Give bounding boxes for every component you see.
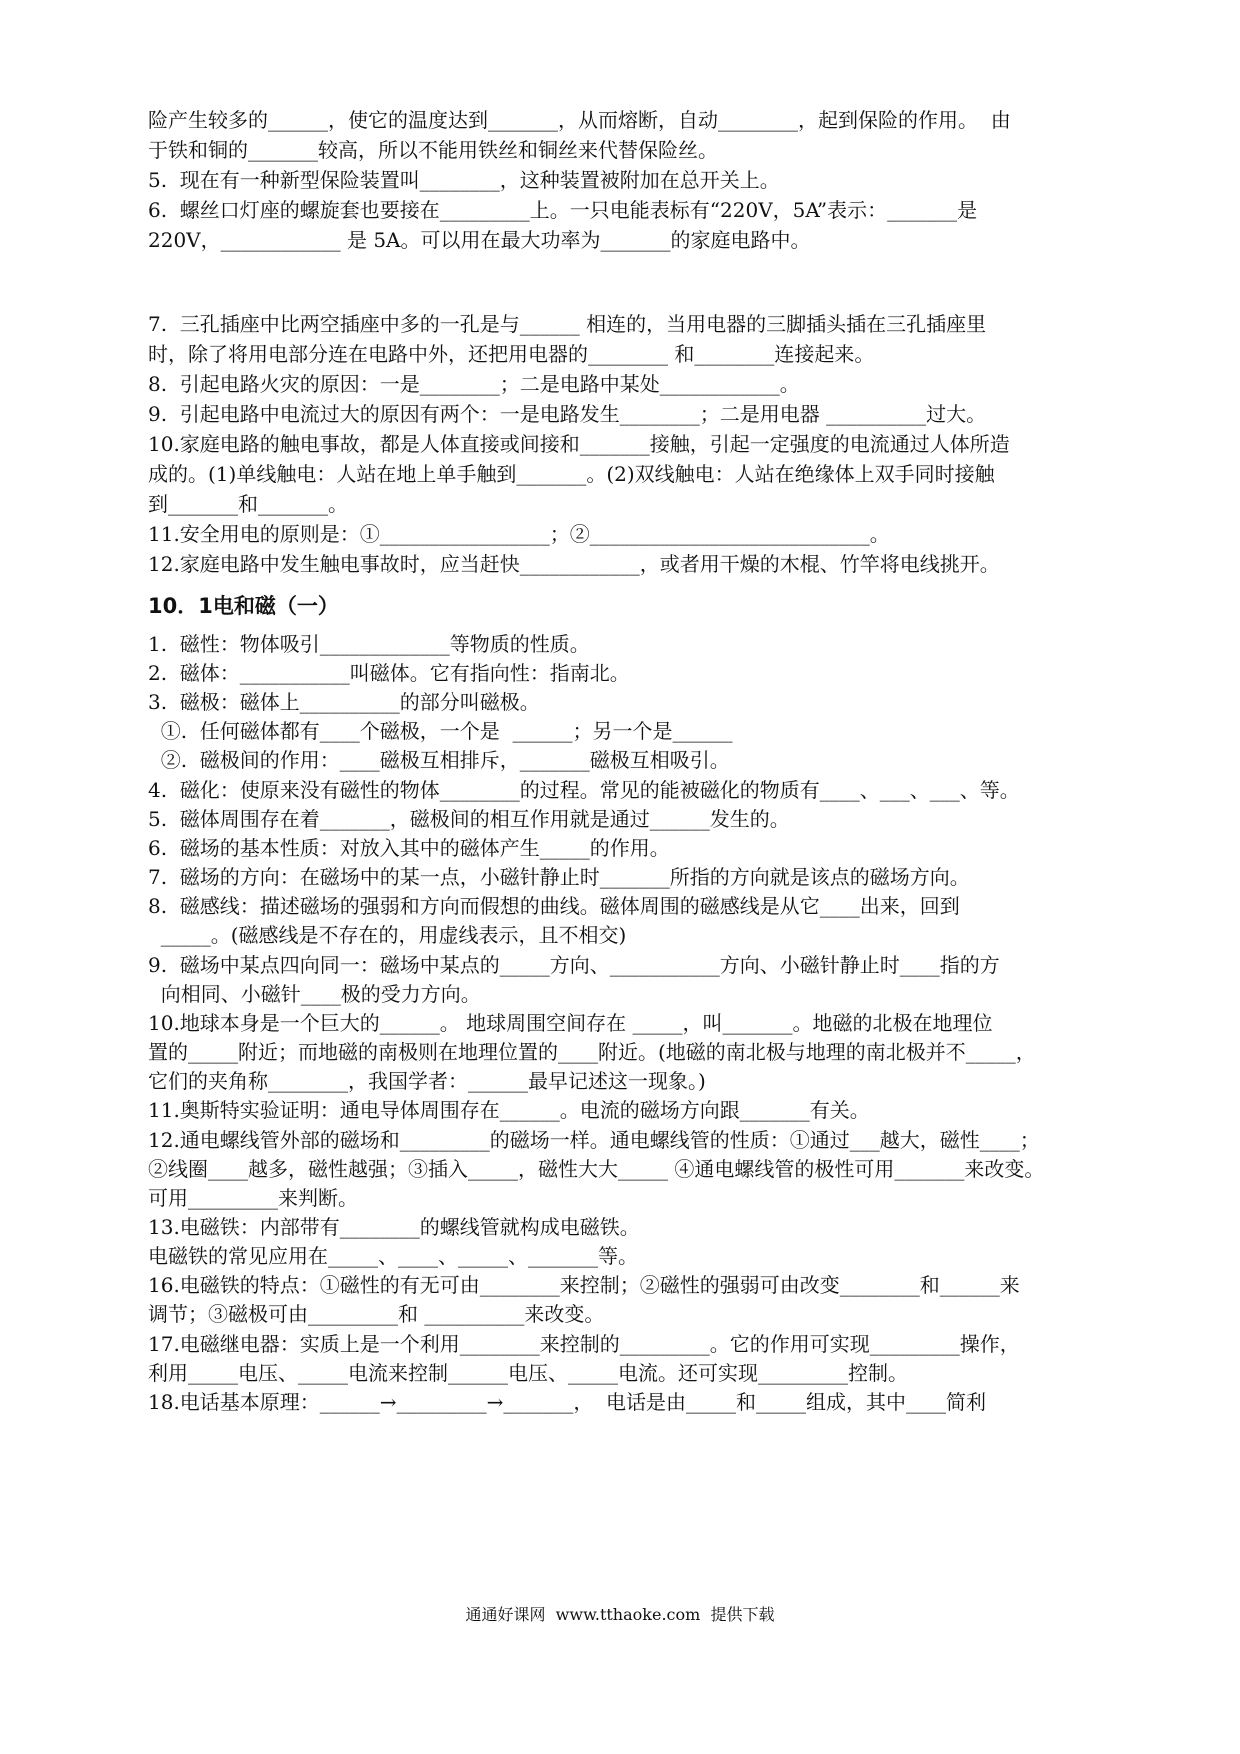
text-line: 9. 引起电路中电流过大的原因有两个：一是电路发生________；二是用电器 __________过大。: [148, 402, 987, 426]
text-line: 到_______和_______。: [148, 492, 348, 516]
text-line: 6. 磁场的基本性质：对放入其中的磁体产生_____的作用。: [148, 836, 670, 860]
text-line: 可用_________来判断。: [148, 1186, 358, 1210]
text-line: 12.通电螺线管外部的磁场和_________的磁场一样。通电螺线管的性质：①通过___越大，磁性____；: [148, 1128, 1040, 1152]
text-line: 11.安全用电的原则是：①_________________；②____________________________。: [148, 522, 890, 546]
text-line: 3. 磁极：磁体上__________的部分叫磁极。: [148, 690, 540, 714]
text-line: 5. 磁体周围存在着_______，磁极间的相互作用就是通过______发生的。: [148, 807, 790, 831]
text-line: 1. 磁性：物体吸引_____________等物质的性质。: [148, 632, 590, 656]
text-line: 电磁铁的常见应用在_____、____、_____、_______等。: [148, 1244, 638, 1268]
text-line: 利用_____电压、_____电流来控制______电压、_____电流。还可实现_________控制。: [148, 1361, 908, 1385]
text-line: 220V，____________ 是 5A。可以用在最大功率为_______的家庭电路中。: [148, 228, 811, 252]
text-line: 于铁和铜的_______较高，所以不能用铁丝和铜丝来代替保险丝。: [148, 138, 718, 162]
text-line: 时，除了将用电部分连在电路中外，还把用电器的________ 和________连接起来。: [148, 342, 875, 366]
text-line: 11.奥斯特实验证明：通电导体周围存在______。电流的磁场方向跟_______有关。: [148, 1098, 870, 1122]
text-line: 10.地球本身是一个巨大的______。 地球周围空间存在 _____，叫_______。地磁的北极在地理位: [148, 1011, 993, 1035]
text-line: 18.电话基本原理：______→_________→_______， 电话是由_____和_____组成，其中____简利: [148, 1390, 987, 1414]
text-line: 它们的夹角称________，我国学者：______最早记述这一现象。): [148, 1069, 706, 1093]
text-line: 6. 螺丝口灯座的螺旋套也要接在_________上。一只电能表标有“220V，5A”表示：_______是: [148, 198, 978, 222]
page-footer: 通通好课网 www.tthaoke.com 提供下载: [465, 1605, 775, 1624]
text-line: 13.电磁铁：内部带有________的螺线管就构成电磁铁。: [148, 1215, 640, 1239]
text-line: 险产生较多的______，使它的温度达到_______，从而熔断，自动________，起到保险的作用。 由: [148, 108, 1011, 132]
text-line: 7. 三孔插座中比两空插座中多的一孔是与______ 相连的，当用电器的三脚插头插在三孔插座里: [148, 312, 987, 336]
text-line: 16.电磁铁的特点：①磁性的有无可由________来控制；②磁性的强弱可由改变________和______来: [148, 1273, 1020, 1297]
text-line: 调节；③磁极可由_________和 __________来改变。: [148, 1302, 605, 1326]
text-line: ①. 任何磁体都有____个磁极，一个是 ______；另一个是______: [148, 719, 733, 743]
text-line: 12.家庭电路中发生触电事故时，应当赶快____________，或者用干燥的木棍、竹竿将电线挑开。: [148, 552, 1000, 576]
section-heading: 10．1电和磁（一）: [148, 594, 339, 618]
text-line: 9. 磁场中某点四向同一：磁场中某点的_____方向、___________方向、小磁针静止时____指的方: [148, 953, 1000, 977]
text-line: 4. 磁化：使原来没有磁性的物体________的过程。常见的能被磁化的物质有____、___、___、等。: [148, 778, 1020, 802]
text-line: 向相同、小磁针____极的受力方向。: [148, 982, 481, 1006]
text-line: 10.家庭电路的触电事故，都是人体直接或间接和_______接触，引起一定强度的电流通过人体所造: [148, 432, 1010, 456]
text-line: 8. 引起电路火灾的原因：一是________；二是电路中某处____________。: [148, 372, 800, 396]
text-line: 8. 磁感线：描述磁场的强弱和方向而假想的曲线。磁体周围的磁感线是从它____出来，回到: [148, 894, 960, 918]
text-line: ②. 磁极间的作用：____磁极互相排斥，_______磁极互相吸引。: [148, 748, 730, 772]
text-line: 置的_____附近；而地磁的南极则在地理位置的____附近。(地磁的南北极与地理的南北极并不_____，: [148, 1040, 1036, 1064]
text-line: 5. 现在有一种新型保险装置叫________，这种装置被附加在总开关上。: [148, 168, 780, 192]
text-line: 17.电磁继电器：实质上是一个利用________来控制的_________。它的作用可实现_________操作，: [148, 1332, 1020, 1356]
text-line: 2. 磁体：___________叫磁体。它有指向性：指南北。: [148, 661, 630, 685]
text-line: 7. 磁场的方向：在磁场中的某一点，小磁针静止时_______所指的方向就是该点的磁场方向。: [148, 865, 970, 889]
text-line: 成的。(1)单线触电：人站在地上单手触到_______。(2)双线触电：人站在绝缘体上双手同时接触: [148, 462, 995, 486]
text-line: ②线圈____越多，磁性越强；③插入_____，磁性大大_____ ④通电螺线管的极性可用_______来改变。: [148, 1157, 1045, 1181]
text-line: _____。(磁感线是不存在的，用虚线表示，且不相交): [148, 923, 627, 947]
